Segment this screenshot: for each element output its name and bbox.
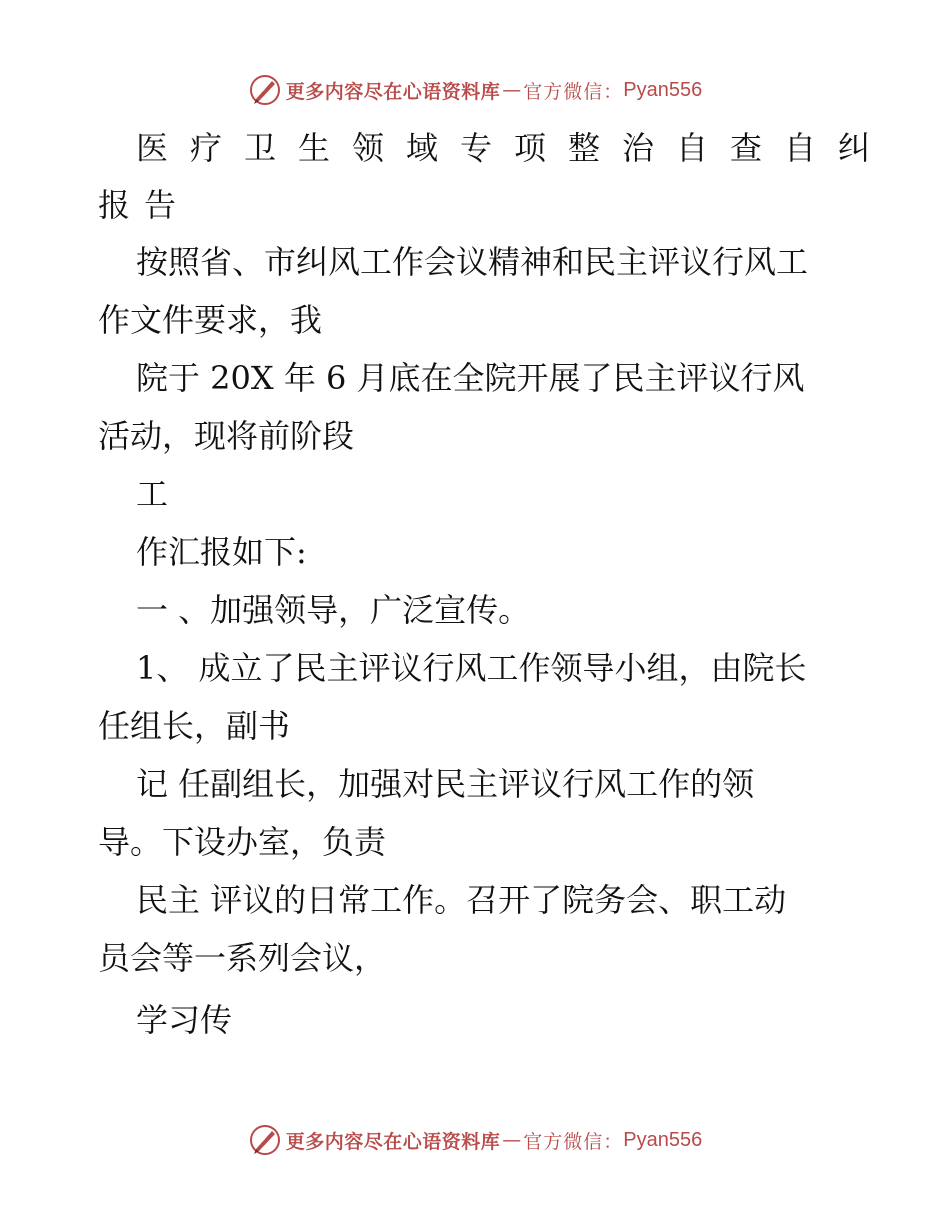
body-line: 按照省、市纠风工作会议精神和民主评议行风工 xyxy=(136,243,809,281)
body-line: 任组长，副书 xyxy=(98,707,291,745)
body-line: 导。下设办室，负责 xyxy=(98,823,387,861)
banner-separator: — xyxy=(502,1129,522,1151)
body-line: 民主 评议的日常工作。召开了院务会、职工动 xyxy=(136,881,787,919)
body-line: 作汇报如下: xyxy=(136,533,307,571)
banner-brand-text: 更多内容尽在心语资料库 xyxy=(285,80,501,103)
body-line: 工 xyxy=(136,475,169,513)
footer-watermark-banner xyxy=(0,1120,950,1160)
banner-wechat-label: 官方微信： xyxy=(523,80,624,103)
body-line: 学习传 xyxy=(136,1001,233,1039)
banner-wechat-id: Pyan556 xyxy=(623,78,703,101)
quill-pen-logo-icon xyxy=(248,73,282,107)
body-line: 活动，现将前阶段 xyxy=(98,417,355,455)
body-line: 1、 成立了民主评议行风工作领导小组，由院长 xyxy=(136,649,807,687)
document-title-line-1: 医疗卫生领域专项整治自查自纠 xyxy=(136,129,893,167)
banner-wechat-label: 官方微信： xyxy=(523,1130,624,1153)
banner-brand-text: 更多内容尽在心语资料库 xyxy=(285,1130,501,1153)
header-watermark-banner xyxy=(0,70,950,110)
body-line: 员会等一系列会议， xyxy=(98,939,387,977)
section-heading: 一 、加强领导，广泛宣传。 xyxy=(136,591,531,629)
body-line: 记 任副组长，加强对民主评议行风工作的领 xyxy=(136,765,755,803)
quill-pen-logo-icon xyxy=(248,1123,282,1157)
banner-wechat-id: Pyan556 xyxy=(623,1128,703,1151)
body-line: 作文件要求，我 xyxy=(98,301,323,339)
banner-separator: — xyxy=(502,79,522,101)
body-line: 院于 20X 年 6 月底在全院开展了民主评议行风 xyxy=(136,359,805,397)
document-title-line-2: 报告 xyxy=(98,186,191,224)
